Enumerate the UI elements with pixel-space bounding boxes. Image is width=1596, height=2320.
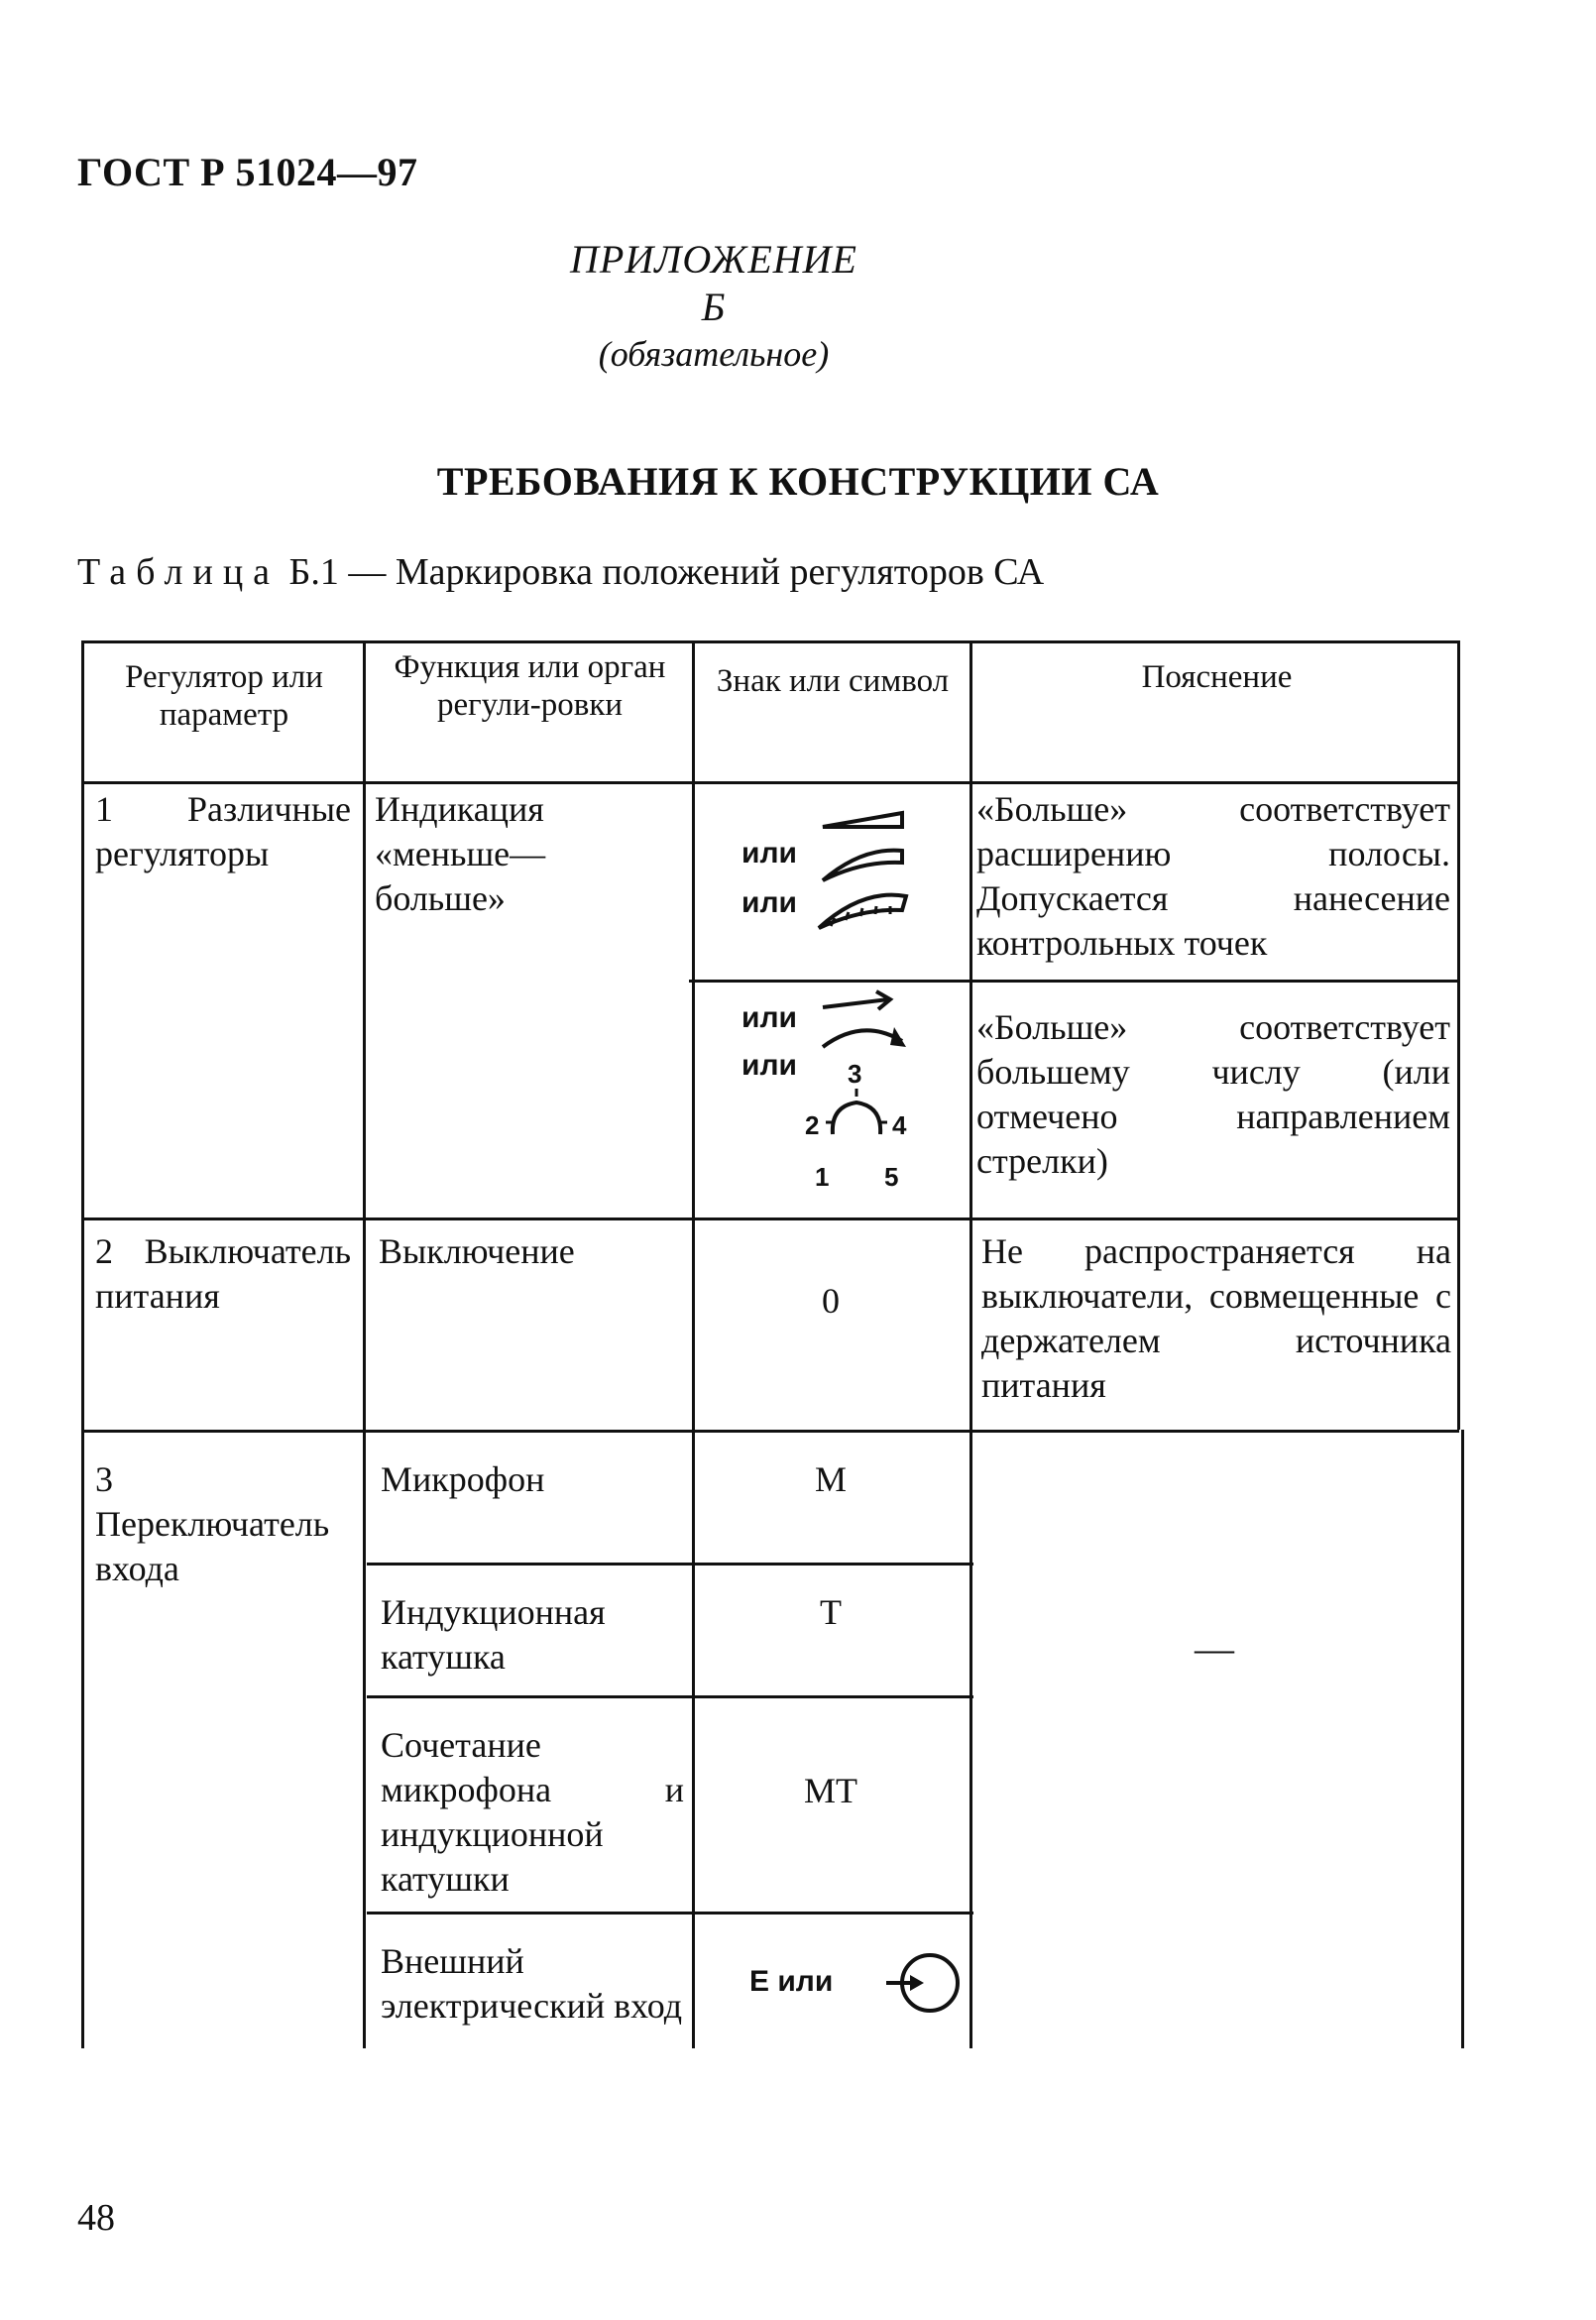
- table-right-border-lower: [1461, 1430, 1464, 2048]
- table-caption-label: Таблица: [77, 551, 281, 593]
- row3-symbol-4: [694, 1943, 968, 2023]
- row3-symbol-4-label: Е или: [749, 1965, 834, 1998]
- row1-split-border: [689, 980, 1459, 983]
- dial-number-1: 1: [815, 1162, 830, 1192]
- document-code: ГОСТ Р 51024—97: [77, 150, 418, 194]
- table-caption-text: — Маркировка положений регуляторов СА: [338, 551, 1045, 593]
- dial-number-2: 2: [805, 1110, 820, 1140]
- row1-regulator: 1 Различные регуляторы: [95, 789, 351, 873]
- row1-note-a: «Больше» соответствует расширению полосы. Допускается нанесение контрольных точек: [976, 789, 1450, 963]
- col1-border: [363, 640, 366, 2048]
- row3-note: —: [1195, 1626, 1234, 1671]
- row3-function-2: Индукционная катушка: [381, 1592, 606, 1677]
- table-top-border: [81, 640, 1459, 643]
- size-wedge-icons: [694, 785, 968, 980]
- appendix-title: ПРИЛОЖЕНИЕ Б: [570, 237, 857, 329]
- row2-symbol: 0: [822, 1281, 840, 1321]
- row3-regulator: 3 Переключатель входа: [95, 1459, 330, 1588]
- numbered-dial-icon: [694, 984, 968, 1216]
- header-bottom-border: [81, 781, 1459, 784]
- section-title: ТРЕБОВАНИЯ К КОНСТРУКЦИИ СА: [436, 459, 1160, 504]
- table-left-border: [81, 640, 84, 2048]
- row3-symbol-3: МТ: [804, 1771, 857, 1810]
- row3-sub2-border: [367, 1695, 973, 1698]
- row2-bottom-border: [81, 1430, 1459, 1433]
- appendix-subtitle: (обязательное): [598, 334, 830, 374]
- header-note: Пояснение: [1141, 659, 1293, 695]
- row1-or-1: или: [741, 837, 797, 870]
- table-right-border-upper: [1457, 640, 1460, 1430]
- col3-border: [969, 640, 972, 2048]
- row1-or-3: или: [741, 1001, 797, 1034]
- header-symbol: Знак или символ: [716, 663, 950, 699]
- row3-symbol-1: М: [814, 1459, 847, 1499]
- table-caption-number: Б.1: [288, 551, 339, 593]
- row1-symbols-a: [694, 785, 968, 980]
- row3-function-4: Внешний электрический вход: [381, 1941, 683, 2026]
- row1-bottom-border: [81, 1218, 1459, 1220]
- row3-function-1: Микрофон: [381, 1459, 545, 1499]
- header-regulator: Регулятор или параметр: [125, 659, 323, 733]
- row2-function: Выключение: [379, 1231, 575, 1271]
- row1-or-4: или: [741, 1049, 797, 1082]
- row3-function-3: Сочетание микрофона и индукционной катушки: [381, 1725, 684, 1899]
- dial-number-5: 5: [884, 1162, 899, 1192]
- dial-number-4: 4: [892, 1110, 907, 1140]
- row1-note-b: «Больше» соответствует большему числу (или отмечено направлением стрелки): [976, 1007, 1450, 1181]
- header-function: Функция или орган регули-ровки: [394, 649, 666, 723]
- row2-regulator: 2 Выключатель питания: [95, 1231, 351, 1316]
- row1-or-2: или: [741, 886, 797, 919]
- row2-note: Не распространяется на выключатели, совмещенные с держателем источника питания: [981, 1231, 1451, 1405]
- row3-symbol-2: Т: [820, 1592, 842, 1632]
- row3-sub1-border: [367, 1563, 973, 1566]
- row1-symbols-b: [694, 984, 968, 1216]
- page-number: 48: [77, 2197, 115, 2239]
- row1-function: Индикация «меньше—больше»: [375, 789, 546, 918]
- external-input-icon: [694, 1943, 968, 2023]
- row3-sub3-border: [367, 1912, 973, 1914]
- dial-number-3: 3: [848, 1059, 862, 1089]
